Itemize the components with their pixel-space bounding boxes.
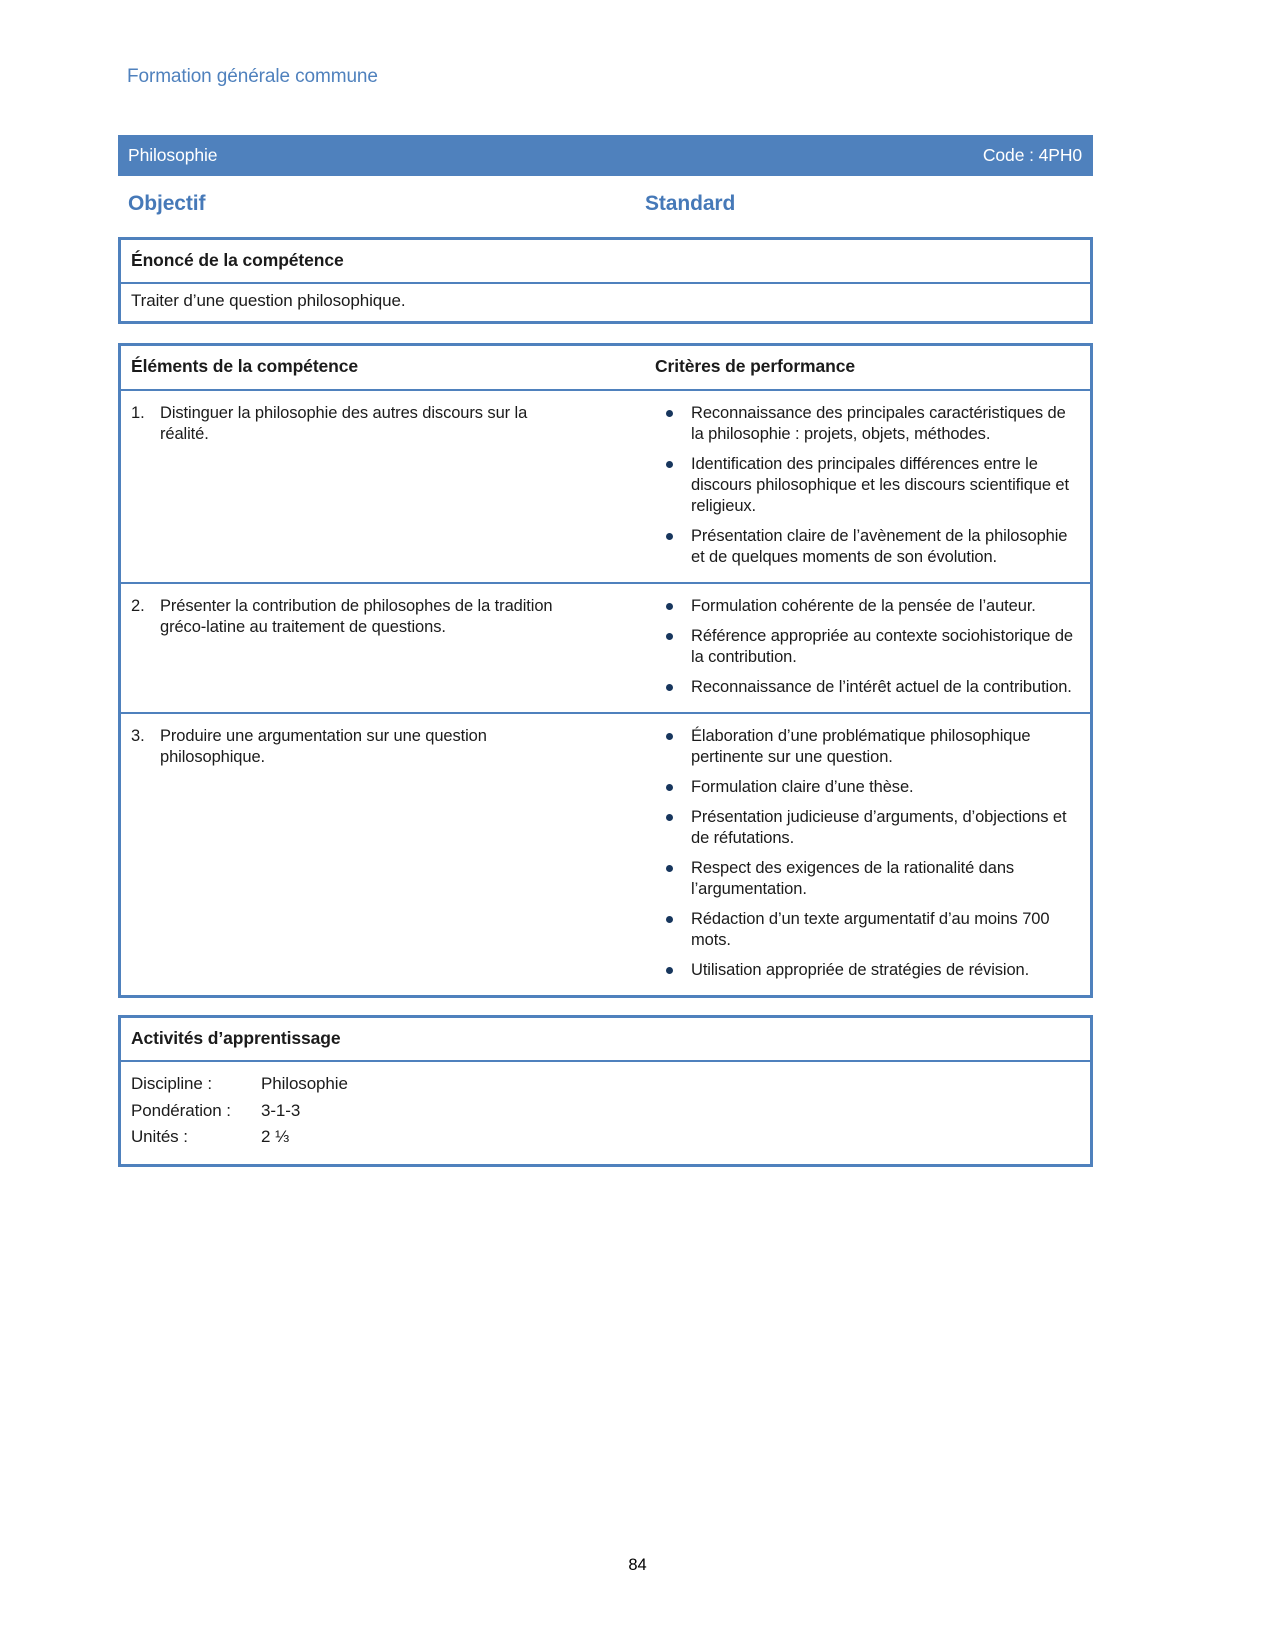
enonce-header: Énoncé de la compétence	[121, 240, 1090, 284]
section-label: Formation générale commune	[127, 66, 378, 87]
competence-table-body	[121, 391, 1090, 995]
bullet-icon	[653, 726, 691, 768]
criterion-text: Identification des principales différences entre le discours philosophique et les discours scientifique et religieux.	[691, 455, 1069, 515]
activity-label: Pondération :	[131, 1100, 231, 1120]
title-bar-code: Code : 4PH0	[982, 145, 1082, 165]
activity-value: Philosophie	[261, 1074, 348, 1093]
objectif-heading: Objectif	[128, 192, 206, 215]
table-row	[121, 584, 1090, 714]
bullet-icon	[653, 526, 691, 568]
criterion-item	[653, 777, 1076, 798]
activites-header: Activités d’apprentissage	[121, 1018, 1090, 1062]
activity-row	[131, 1124, 1080, 1151]
title-bar	[118, 135, 1093, 176]
criterion-item	[653, 960, 1076, 981]
page-number: 84	[628, 1556, 647, 1574]
criterion-text: Reconnaissance des principales caractéristiques de la philosophie : projets, objets, méthodes.	[691, 404, 1066, 443]
activity-value: 2 ⅓	[261, 1127, 290, 1146]
bullet-icon	[653, 909, 691, 951]
criterion-text: Rédaction d’un texte argumentatif d’au moins 700 mots.	[691, 910, 1050, 949]
enonce-box	[118, 237, 1093, 324]
criteria-cell	[645, 714, 1090, 995]
criterion-item	[653, 858, 1076, 900]
element-cell	[121, 714, 645, 995]
bullet-icon	[653, 807, 691, 849]
criterion-text: Reconnaissance de l’intérêt actuel de la contribution.	[691, 678, 1072, 696]
element-cell	[121, 584, 645, 712]
activity-row	[131, 1071, 1080, 1098]
elements-header: Éléments de la compétence	[131, 356, 359, 376]
criterion-item	[653, 626, 1076, 668]
bullet-icon	[653, 596, 691, 617]
bullet-icon	[653, 677, 691, 698]
criteria-list	[653, 596, 1076, 698]
element-number: 3.	[131, 727, 145, 745]
title-bar-subject: Philosophie	[128, 145, 218, 165]
criteria-list	[653, 726, 1076, 981]
criterion-text: Formulation claire d’une thèse.	[691, 778, 914, 796]
criteria-cell	[645, 391, 1090, 582]
competence-table-header-row	[121, 346, 1090, 391]
element-cell	[121, 391, 645, 582]
activity-value: 3-1-3	[261, 1100, 301, 1120]
main-content	[118, 237, 1093, 1167]
criterion-item	[653, 596, 1076, 617]
criterion-text: Respect des exigences de la rationalité dans l’argumentation.	[691, 859, 1015, 898]
element-text: Distinguer la philosophie des autres discours sur la réalité.	[160, 404, 528, 443]
bullet-icon	[653, 777, 691, 798]
element-number: 2.	[131, 597, 145, 615]
criterion-text: Élaboration d’une problématique philosophique pertinente sur une question.	[691, 727, 1031, 766]
table-row	[121, 391, 1090, 584]
criterion-item	[653, 403, 1076, 445]
bullet-icon	[653, 626, 691, 668]
bullet-icon	[653, 454, 691, 517]
criterion-text: Utilisation appropriée de stratégies de révision.	[691, 961, 1030, 979]
element-text: Présenter la contribution de philosophes de la tradition gréco-latine au traitement de questions.	[160, 597, 553, 636]
criterion-text: Présentation claire de l’avènement de la philosophie et de quelques moments de son évolution.	[691, 527, 1068, 566]
criterion-item	[653, 677, 1076, 698]
criterion-text: Présentation judicieuse d’arguments, d’objections et de réfutations.	[691, 808, 1067, 847]
standard-heading: Standard	[645, 192, 736, 215]
criterion-item	[653, 726, 1076, 768]
enonce-statement: Traiter d’une question philosophique.	[131, 291, 406, 310]
table-row	[121, 714, 1090, 995]
criterion-item	[653, 909, 1076, 951]
criterion-item	[653, 454, 1076, 517]
criteria-cell	[645, 584, 1090, 712]
criterion-item	[653, 526, 1076, 568]
competence-table	[118, 343, 1093, 998]
activity-row	[131, 1098, 1080, 1125]
criterion-item	[653, 807, 1076, 849]
bullet-icon	[653, 858, 691, 900]
criteres-header: Critères de performance	[655, 356, 856, 376]
activites-box	[118, 1015, 1093, 1167]
element-number: 1.	[131, 404, 145, 422]
bullet-icon	[653, 403, 691, 445]
element-text: Produire une argumentation sur une question philosophique.	[160, 727, 487, 766]
activites-body	[121, 1062, 1090, 1164]
activity-label: Unités :	[131, 1127, 188, 1146]
bullet-icon	[653, 960, 691, 981]
activity-label: Discipline :	[131, 1074, 212, 1093]
column-headings	[118, 192, 1093, 220]
criterion-text: Formulation cohérente de la pensée de l’auteur.	[691, 597, 1036, 615]
criterion-text: Référence appropriée au contexte sociohistorique de la contribution.	[691, 627, 1073, 666]
criteria-list	[653, 403, 1076, 568]
